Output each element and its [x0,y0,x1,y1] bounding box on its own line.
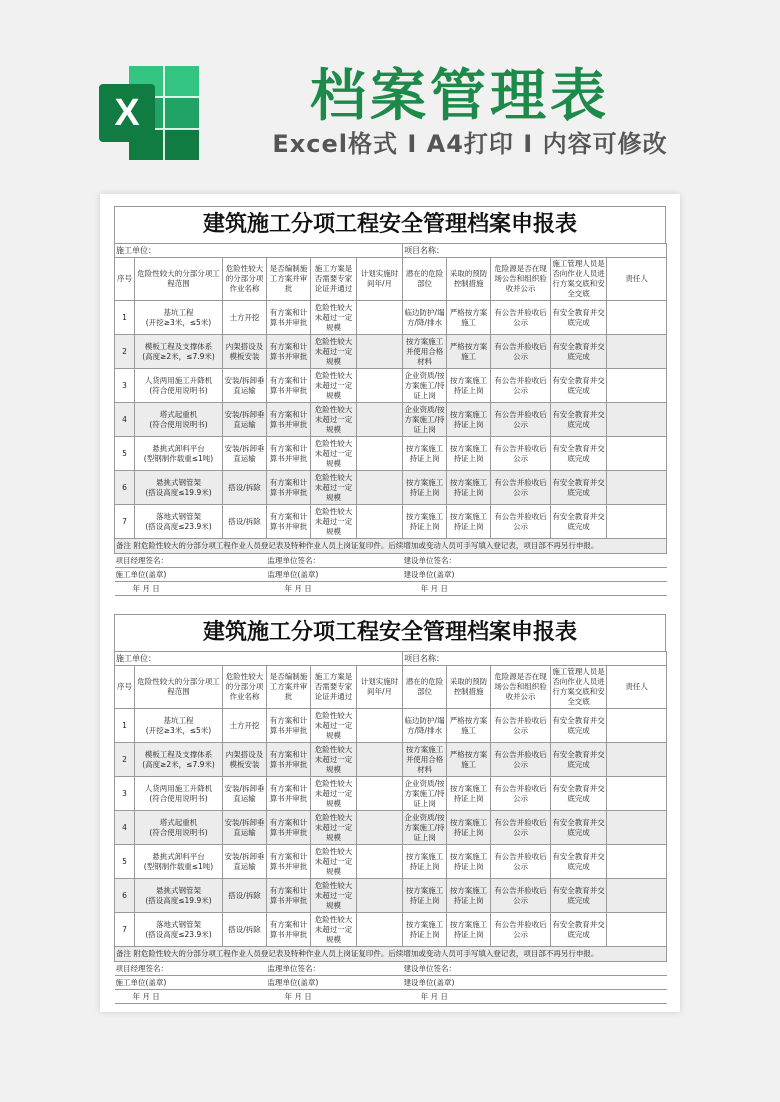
table-cell[interactable]: 1 [115,709,135,743]
table-cell[interactable] [607,437,667,471]
table-cell[interactable]: 有方案和计算书并审批 [267,709,311,743]
report-table [114,243,667,596]
table-cell[interactable]: 有安全教育并交底完成 [551,471,607,505]
table-cell[interactable]: 5 [115,845,135,879]
table-cell[interactable]: 有方案和计算书并审批 [267,437,311,471]
signature-field[interactable]: 施工单位(盖章) [115,976,267,990]
excel-logo-icon [95,58,205,168]
table-cell[interactable]: 有安全教育并交底完成 [551,913,607,947]
table-cell[interactable]: 搭设/拆除 [223,471,267,505]
table-row [115,403,667,437]
column-header: 危险源是否在现场公告和组织验收并公示 [491,666,551,709]
table-cell[interactable]: 按方案施工并使用合格材料 [403,743,447,777]
table-row [115,743,667,777]
table-cell[interactable] [357,437,403,471]
table-cell[interactable]: 安装/拆卸垂直运输 [223,845,267,879]
table-cell[interactable]: 有公告并验收后公示 [491,335,551,369]
hero-banner [0,0,780,190]
table-row [115,913,667,947]
table-cell[interactable]: 2 [115,743,135,777]
form-sheet-1 [114,206,666,596]
table-cell[interactable] [357,879,403,913]
table-cell[interactable]: 安装/拆卸垂直运输 [223,403,267,437]
table-cell[interactable]: 有公告并验收后公示 [491,369,551,403]
table-cell[interactable] [357,743,403,777]
table-cell[interactable]: 有方案和计算书并审批 [267,335,311,369]
signature-field[interactable]: 施工单位(盖章) [115,568,267,582]
table-cell[interactable]: 7 [115,505,135,539]
table-cell[interactable] [607,879,667,913]
column-header: 施工方案是否需要专家论证并通过 [311,258,357,301]
signature-field[interactable]: 监理单位签名： [267,962,403,976]
signature-field[interactable]: 项目经理签名： [115,962,267,976]
column-header: 责任人 [607,666,667,709]
column-header: 序号 [115,666,135,709]
table-cell[interactable] [357,369,403,403]
table-cell[interactable]: 有安全教育并交底完成 [551,369,607,403]
table-cell[interactable]: 有方案和计算书并审批 [267,743,311,777]
table-cell[interactable]: 6 [115,471,135,505]
table-cell[interactable]: 有方案和计算书并审批 [267,369,311,403]
table-cell[interactable]: 2 [115,335,135,369]
table-cell[interactable]: 有安全教育并交底完成 [551,777,607,811]
table-cell[interactable]: 搭设/拆除 [223,879,267,913]
table-cell[interactable] [357,709,403,743]
form-title: 建筑施工分项工程安全管理档案申报表 [114,206,666,243]
column-header: 是否编制施工方案并审批 [267,258,311,301]
table-cell[interactable]: 按方案施工持证上岗 [403,471,447,505]
table-cell[interactable]: 按方案施工持证上岗 [403,913,447,947]
report-table [114,651,667,1004]
table-cell[interactable] [357,471,403,505]
table-cell[interactable] [607,335,667,369]
signature-field[interactable]: 年 月 日 [115,990,267,1004]
table-cell[interactable]: 搭设/拆除 [223,505,267,539]
table-cell[interactable]: 企业资质/按方案施工/持证上岗 [403,811,447,845]
table-cell[interactable]: 有安全教育并交底完成 [551,879,607,913]
table-cell[interactable]: 有安全教育并交底完成 [551,505,607,539]
signature-field[interactable]: 年 月 日 [267,582,403,596]
column-header: 采取的预防控制措施 [447,258,491,301]
table-cell[interactable]: 1 [115,301,135,335]
column-header: 施工管理人员是否向作业人员进行方案交底和安全交底 [551,258,607,301]
table-cell[interactable]: 有公告并验收后公示 [491,505,551,539]
table-cell[interactable]: 3 [115,777,135,811]
column-header: 危险源是否在现场公告和组织验收并公示 [491,258,551,301]
column-header: 施工管理人员是否向作业人员进行方案交底和安全交底 [551,666,607,709]
table-cell[interactable]: 按方案施工持证上岗 [403,505,447,539]
table-cell[interactable]: 危险性较大未超过一定规模 [311,403,357,437]
table-cell[interactable]: 搭设/拆除 [223,913,267,947]
subtitle: Excel格式 I A4打印 I 内容可修改 [272,130,668,158]
table-cell[interactable]: 安装/拆卸垂直运输 [223,811,267,845]
table-cell[interactable]: 模板工程及支撑体系 (高度≥2米，≤7.9米) [135,335,223,369]
table-cell[interactable]: 严格按方案施工 [447,335,491,369]
table-row [115,437,667,471]
column-header: 序号 [115,258,135,301]
table-cell[interactable]: 塔式起重机 (符合使用说明书) [135,811,223,845]
column-header: 潜在的危险部位 [403,258,447,301]
table-cell[interactable]: 危险性较大未超过一定规模 [311,505,357,539]
signature-field[interactable]: 监理单位(盖章) [267,568,403,582]
table-cell[interactable]: 模板工程及支撑体系 (高度≥2米，≤7.9米) [135,743,223,777]
table-cell[interactable]: 按方案施工持证上岗 [403,879,447,913]
table-cell[interactable]: 有公告并验收后公示 [491,437,551,471]
table-cell[interactable] [607,301,667,335]
table-cell[interactable]: 有方案和计算书并审批 [267,811,311,845]
column-header: 计划实施时间年/月 [357,666,403,709]
table-cell[interactable]: 有公告并验收后公示 [491,913,551,947]
table-cell[interactable]: 土方开挖 [223,709,267,743]
table-cell[interactable]: 有方案和计算书并审批 [267,845,311,879]
signature-field[interactable]: 年 月 日 [267,990,403,1004]
table-cell[interactable]: 有安全教育并交底完成 [551,709,607,743]
signature-field[interactable]: 监理单位(盖章) [267,976,403,990]
table-cell[interactable] [357,301,403,335]
table-cell[interactable]: 基坑工程 (开挖≥3米，≤5米) [135,709,223,743]
table-cell[interactable] [607,369,667,403]
table-cell[interactable]: 有公告并验收后公示 [491,743,551,777]
construction-unit-label: 施工单位： [115,244,403,258]
table-cell[interactable]: 土方开挖 [223,301,267,335]
table-cell[interactable]: 危险性较大未超过一定规模 [311,709,357,743]
table-cell[interactable] [607,743,667,777]
table-cell[interactable]: 危险性较大未超过一定规模 [311,369,357,403]
table-row [115,471,667,505]
table-cell[interactable]: 临边防护/塌方/降/排水 [403,709,447,743]
table-cell[interactable]: 按方案施工持证上岗 [447,369,491,403]
table-cell[interactable]: 按方案施工持证上岗 [447,403,491,437]
table-row [115,335,667,369]
table-cell[interactable]: 按方案施工持证上岗 [447,913,491,947]
table-cell[interactable]: 有公告并验收后公示 [491,845,551,879]
table-cell[interactable]: 有安全教育并交底完成 [551,301,607,335]
table-cell[interactable]: 有安全教育并交底完成 [551,743,607,777]
table-cell[interactable]: 危险性较大未超过一定规模 [311,879,357,913]
signature-field[interactable]: 监理单位签名： [267,554,403,568]
table-cell[interactable] [607,505,667,539]
signature-field[interactable]: 年 月 日 [115,582,267,596]
column-header: 施工方案是否需要专家论证并通过 [311,666,357,709]
table-cell[interactable]: 有公告并验收后公示 [491,709,551,743]
column-header: 危险性较大的分部分项作业名称 [223,258,267,301]
table-cell[interactable]: 基坑工程 (开挖≥3米，≤5米) [135,301,223,335]
table-cell[interactable] [357,913,403,947]
table-cell[interactable]: 有方案和计算书并审批 [267,879,311,913]
table-cell[interactable]: 内架搭设及模板安装 [223,335,267,369]
document-paper [100,194,680,1012]
table-cell[interactable]: 7 [115,913,135,947]
table-cell[interactable]: 危险性较大未超过一定规模 [311,777,357,811]
table-cell[interactable]: 按方案施工持证上岗 [447,811,491,845]
table-cell[interactable] [607,403,667,437]
project-name-label: 项目名称： [403,244,667,258]
table-cell[interactable]: 3 [115,369,135,403]
table-cell[interactable]: 有公告并验收后公示 [491,777,551,811]
table-cell[interactable]: 有安全教育并交底完成 [551,335,607,369]
table-cell[interactable]: 安装/拆卸垂直运输 [223,369,267,403]
table-cell[interactable]: 落地式钢管架 (搭设高度≤23.9米) [135,505,223,539]
table-row [115,777,667,811]
table-cell[interactable] [357,505,403,539]
table-cell[interactable] [357,777,403,811]
table-cell[interactable]: 按方案施工并使用合格材料 [403,335,447,369]
table-row [115,505,667,539]
table-cell[interactable]: 企业资质/按方案施工/持证上岗 [403,777,447,811]
table-cell[interactable]: 按方案施工持证上岗 [403,437,447,471]
table-cell[interactable]: 危险性较大未超过一定规模 [311,743,357,777]
table-cell[interactable]: 有方案和计算书并审批 [267,471,311,505]
table-cell[interactable]: 悬挑式钢管架 (搭设高度≤19.9米) [135,471,223,505]
table-cell[interactable]: 5 [115,437,135,471]
table-cell[interactable]: 悬挑式卸料平台 (型钢制作载重≤1吨) [135,437,223,471]
table-cell[interactable]: 有安全教育并交底完成 [551,437,607,471]
signature-field[interactable]: 年 月 日 [403,990,667,1004]
table-cell[interactable]: 人货两用施工升降机 (符合使用说明书) [135,777,223,811]
table-cell[interactable]: 有安全教育并交底完成 [551,811,607,845]
table-cell[interactable]: 有公告并验收后公示 [491,811,551,845]
table-cell[interactable]: 4 [115,811,135,845]
table-cell[interactable]: 悬挑式卸料平台 (型钢制作载重≤1吨) [135,845,223,879]
signature-field[interactable]: 项目经理签名： [115,554,267,568]
column-header: 计划实施时间年/月 [357,258,403,301]
table-cell[interactable]: 有公告并验收后公示 [491,403,551,437]
table-cell[interactable]: 按方案施工持证上岗 [447,879,491,913]
table-cell[interactable]: 临边防护/塌方/降/排水 [403,301,447,335]
table-cell[interactable]: 落地式钢管架 (搭设高度≤23.9米) [135,913,223,947]
table-cell[interactable]: 人货两用施工升降机 (符合使用说明书) [135,369,223,403]
table-cell[interactable] [357,403,403,437]
remarks-note: 备注 附危险性较大的分部分项工程作业人员登记表及特种作业人员上岗证复印件。后续增加或变动人员可手写填入登记表，项目部不再另行申报。 [115,947,667,962]
signature-field[interactable]: 建设单位签名： [403,554,667,568]
table-cell[interactable]: 按方案施工持证上岗 [447,777,491,811]
table-cell[interactable]: 危险性较大未超过一定规模 [311,845,357,879]
table-cell[interactable]: 悬挑式钢管架 (搭设高度≤19.9米) [135,879,223,913]
table-cell[interactable]: 有方案和计算书并审批 [267,777,311,811]
column-header: 潜在的危险部位 [403,666,447,709]
form-title: 建筑施工分项工程安全管理档案申报表 [114,614,666,651]
table-cell[interactable] [607,811,667,845]
signature-field[interactable]: 建设单位签名： [403,962,667,976]
table-cell[interactable]: 6 [115,879,135,913]
signature-field[interactable]: 建设单位(盖章) [403,568,667,582]
form-sheet-2 [114,614,666,1004]
column-header: 是否编制施工方案并审批 [267,666,311,709]
table-cell[interactable]: 危险性较大未超过一定规模 [311,301,357,335]
table-cell[interactable] [607,913,667,947]
signature-field[interactable]: 建设单位(盖章) [403,976,667,990]
table-row [115,369,667,403]
table-cell[interactable]: 危险性较大未超过一定规模 [311,471,357,505]
table-cell[interactable] [607,845,667,879]
table-cell[interactable]: 安装/拆卸垂直运输 [223,437,267,471]
table-cell[interactable]: 严格按方案施工 [447,709,491,743]
table-cell[interactable]: 有方案和计算书并审批 [267,301,311,335]
table-cell[interactable]: 有公告并验收后公示 [491,471,551,505]
table-cell[interactable]: 有方案和计算书并审批 [267,913,311,947]
table-cell[interactable]: 内架搭设及模板安装 [223,743,267,777]
table-row [115,811,667,845]
table-cell[interactable]: 按方案施工持证上岗 [447,471,491,505]
table-cell[interactable]: 严格按方案施工 [447,301,491,335]
column-header: 危险性较大的分部分项工程范围 [135,666,223,709]
table-cell[interactable] [357,811,403,845]
project-name-label: 项目名称： [403,652,667,666]
table-row [115,301,667,335]
signature-field[interactable]: 年 月 日 [403,582,667,596]
table-cell[interactable]: 企业资质/按方案施工/持证上岗 [403,403,447,437]
table-cell[interactable]: 危险性较大未超过一定规模 [311,335,357,369]
table-cell[interactable] [607,777,667,811]
remarks-note: 备注 附危险性较大的分部分项工程作业人员登记表及特种作业人员上岗证复印件。后续增加或变动人员可手写填入登记表，项目部不再另行申报。 [115,539,667,554]
table-cell[interactable]: 有公告并验收后公示 [491,879,551,913]
column-header: 危险性较大的分部分项工程范围 [135,258,223,301]
main-title: 档案管理表 [310,64,610,129]
table-cell[interactable]: 危险性较大未超过一定规模 [311,913,357,947]
column-header: 采取的预防控制措施 [447,666,491,709]
column-header: 责任人 [607,258,667,301]
table-cell[interactable]: 危险性较大未超过一定规模 [311,811,357,845]
table-cell[interactable] [357,335,403,369]
table-cell[interactable] [357,845,403,879]
table-cell[interactable]: 按方案施工持证上岗 [447,505,491,539]
table-cell[interactable]: 安装/拆卸垂直运输 [223,777,267,811]
construction-unit-label: 施工单位： [115,652,403,666]
table-cell[interactable]: 有安全教育并交底完成 [551,403,607,437]
table-cell[interactable]: 危险性较大未超过一定规模 [311,437,357,471]
table-row [115,879,667,913]
table-cell[interactable] [607,709,667,743]
table-cell[interactable]: 4 [115,403,135,437]
table-cell[interactable]: 有方案和计算书并审批 [267,505,311,539]
svg-text:X: X [114,92,140,134]
table-cell[interactable] [607,471,667,505]
table-cell[interactable]: 有安全教育并交底完成 [551,845,607,879]
table-cell[interactable]: 严格按方案施工 [447,743,491,777]
table-row [115,845,667,879]
table-cell[interactable]: 按方案施工持证上岗 [447,437,491,471]
table-cell[interactable]: 按方案施工持证上岗 [403,845,447,879]
table-cell[interactable]: 塔式起重机 (符合使用说明书) [135,403,223,437]
table-cell[interactable]: 有方案和计算书并审批 [267,403,311,437]
table-cell[interactable]: 企业资质/按方案施工/持证上岗 [403,369,447,403]
table-row [115,709,667,743]
table-cell[interactable]: 有公告并验收后公示 [491,301,551,335]
column-header: 危险性较大的分部分项作业名称 [223,666,267,709]
table-cell[interactable]: 按方案施工持证上岗 [447,845,491,879]
